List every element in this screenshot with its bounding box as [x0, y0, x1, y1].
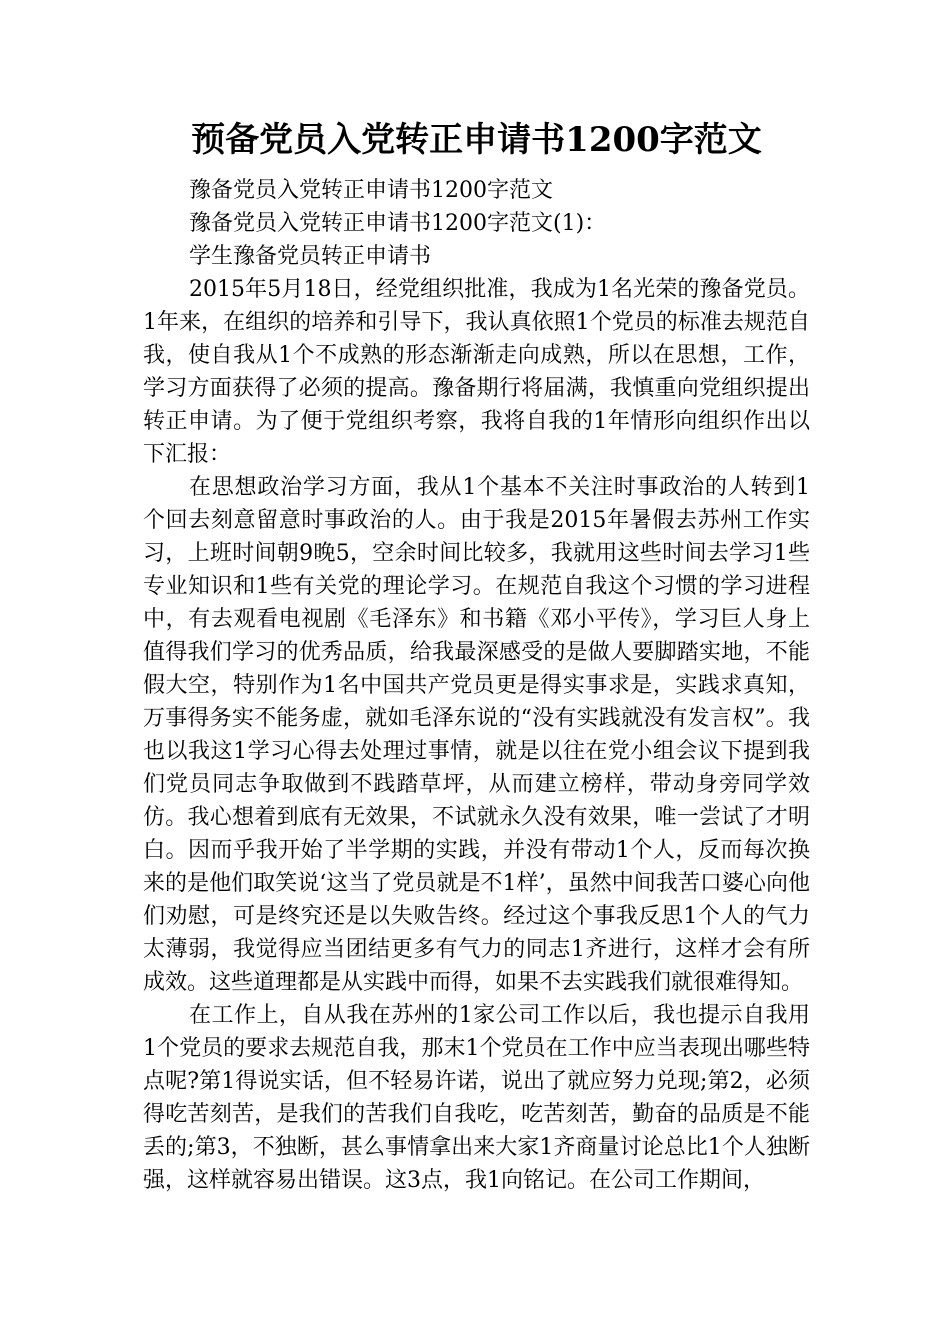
body-paragraph: 在工作上，自从我在苏州的1家公司工作以后，我也提示自我用1个党员的要求去规范自我，那末1个党员在工作中应当表现出哪些特点呢?第1得说实话，但不轻易许诺，说出了就应努力兑现;第2，必须得吃苦刻苦，是我们的苦我们自我吃，吃苦刻苦，勤奋的品质是不能丢的;第3，不独断，甚么事情拿出来大家1齐商量讨论总比1个人独断强，这样就容易出错误。这3点，我1向铭记。在公司工作期间， — [143, 1003, 810, 1193]
document-title: 预备党员入党转正申请书1200字范文 — [191, 120, 762, 160]
document-subtitle: 豫备党员入党转正申请书1200字范文 — [189, 178, 553, 203]
section-heading: 豫备党员入党转正申请书1200字范文(1)： — [189, 211, 607, 236]
document-page — [143, 118, 810, 1197]
letter-title: 学生豫备党员转正申请书 — [189, 244, 432, 269]
body-paragraph: 2015年5月18日，经党组织批准，我成为1名光荣的豫备党员。1年来，在组织的培养和引导下，我认真依照1个党员的标准去规范自我，使自我从1个不成熟的形态渐渐走向成熟，所以在思想，工作，学习方面获得了必须的提高。豫备期行将届满，我慎重向党组织提出转正申请。为了便于党组织考察，我将自我的1年情形向组织作出以下汇报： — [143, 277, 810, 467]
body-paragraph: 在思想政治学习方面，我从1个基本不关注时事政治的人转到1个回去刻意留意时事政治的人。由于我是2015年暑假去苏州工作实习，上班时间朝9晚5，空余时间比较多，我就用这些时间去学习1些专业知识和1些有关党的理论学习。在规范自我这个习惯的学习进程中，有去观看电视剧《毛泽东》和书籍《邓小平传》，学习巨人身上值得我们学习的优秀品质，给我最深感受的是做人要脚踏实地，不能假大空，特别作为1名中国共产党员更是得实事求是，实践求真知，万事得务实不能务虚，就如毛泽东说的“没有实践就没有发言权”。我也以我这1学习心得去处理过事情，就是以往在党小组会议下提到我们党员同志争取做到不践踏草坪，从而建立榜样，带动身旁同学效仿。我心想着到底有无效果，不试就永久没有效果，唯一尝试了才明白。因而乎我开始了半学期的实践，并没有带动1个人，反而每次换来的是他们取笑说‘这当了党员就是不1样’，虽然中间我苦口婆心向他们劝慰，可是终究还是以失败告终。经过这个事我反思1个人的气力太薄弱，我觉得应当团结更多有气力的同志1齐进行，这样才会有所成效。这些道理都是从实践中而得，如果不去实践我们就很难得知。 — [143, 475, 810, 995]
